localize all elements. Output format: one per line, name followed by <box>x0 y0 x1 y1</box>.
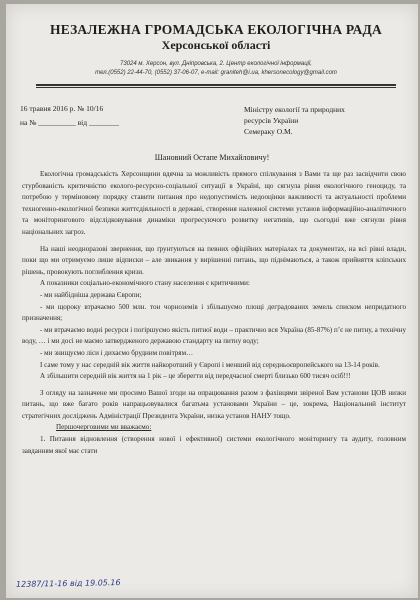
organization-title: НЕЗАЛЕЖНА ГРОМАДСЬКА ЕКОЛОГІЧНА РАДА <box>50 22 382 37</box>
organization-phones-emails: тел.(0552) 22-44-70, (0552) 37-06-07, e-mail: graniteh@i.ua, khersonecology@gmail.com <box>95 70 337 76</box>
body-paragraph: На наші неодноразові звернення, що ґрунтуються на певних офіційних матеріалах та документах, на всі рівні влади, поки що ми отримуємо лише відписки – але звикання у вирішенні питань, що піднімаються, а також прийняття кліпських рішень, провокують поглиблення кризи. <box>22 244 406 276</box>
body-paragraph: - ми знищуємо ліси і дихаємо брудним повітрям… <box>40 348 194 357</box>
body-paragraph: - ми втрачаємо водні ресурси і погіршуємо якість питної води – практично вся Україна (85-87%) п’є не питну, а технічну воду, … і ми досі не маємо затвердженого державою стандарту на питну воду; <box>22 325 406 346</box>
body-paragraph: - ми щороку втрачаємо 500 млн. тон чорноземів і збільшуємо площі деградованих земель списком непридатного призначення; <box>22 302 406 323</box>
body-paragraph: А збільшити середній вік життя на 1 рік – це зберегти від передчасної смерті близько 600 тисяч осіб!!! <box>40 372 351 381</box>
organization-contacts <box>46 60 386 78</box>
registration-stamp: 12387/11-16 від 19.05.16 <box>15 578 121 589</box>
header-divider-thin <box>36 87 396 88</box>
body-paragraph: Екологічна громадськість Херсонщини вдячна за можливість прямого спілкування з Вами та ще раз засвідчити свою стурбованість критичністю еколого-ресурсно-соціальної ситуації в Україні, що сягнула рівня екологічного геноциду, та потребою у терміновому порядку ставити питання про недопустимість недооцінки важливості та актуальності проблеми техногенно-екологічної безпеки життєдіяльності в державі, створення належної системи установ інформаційно-аналітичного та моніторингового відслідковування динаміки прогресуючого розвитку негативів, що сьогодні вже сягнули рівня національних загроз. <box>22 170 406 236</box>
outgoing-number: 16 травня 2016 р. № 10/16 <box>20 104 104 113</box>
addressee-line: Міністру екології та природних <box>244 105 345 114</box>
organization-address: 73024 м. Херсон, вул. Дніпровська, 2. Центр екологічної інформації, <box>120 61 312 67</box>
body-paragraph: З огляду на зазначене ми просимо Вашої згоди на опрацювання разом з фахівцями звіреної Вам установи ЦОВ низки питань, що вже багато років напрацьовувалися багатьма установами України – це, зокрема, Національний інститут стратегічних досліджень Адміністрації Президента України, низка установ НАНУ тощо. <box>22 388 406 420</box>
body-paragraph: Першочерговими ми вважаємо: <box>56 423 152 432</box>
letter-sheet <box>6 4 418 598</box>
body-paragraph: - ми найбідніша держава Європи; <box>40 290 142 299</box>
incoming-reference: на № __________ від ________ <box>20 118 119 127</box>
salutation: Шановний Остапе Михайловичу! <box>154 153 270 162</box>
addressee-block <box>244 104 414 137</box>
letter-body <box>22 169 406 457</box>
header-divider <box>36 84 396 86</box>
addressee-line: Семераку О.М. <box>244 127 293 136</box>
body-paragraph: І саме тому у нас середній вік життя найкоротший у Європі і менший від середньоєвропейського на 13-14 років. <box>40 360 380 369</box>
addressee-line: ресурсів України <box>244 116 299 125</box>
organization-region: Херсонської області <box>161 38 271 52</box>
body-paragraph: А показники соціально-економічного стану населення є критичними: <box>40 279 250 288</box>
body-paragraph: 1. Питання відновлення (створення нової і ефективної) системи екологічного моніторингу та аудиту, головним завданням якої має стати <box>22 435 406 455</box>
